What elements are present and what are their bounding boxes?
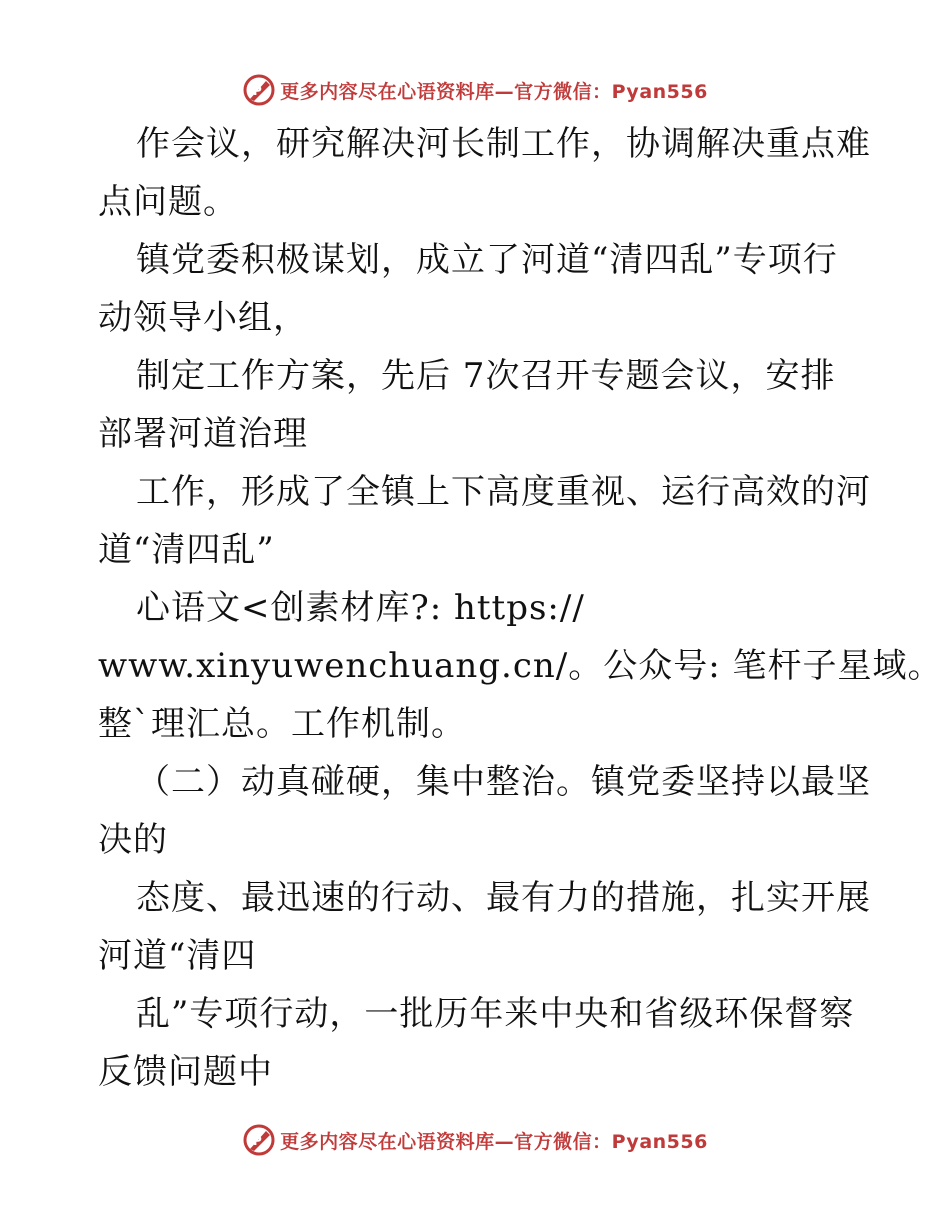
svg-text:P: P [253,84,262,98]
footer-watermark-text: 更多内容尽在心语资料库—官方微信：Pyan556 [280,1130,708,1153]
brand-logo-icon [242,73,276,107]
footer-watermark [0,1120,950,1160]
body-line-1: 作会议，研究解决河长制工作，协调解决重点难 [136,124,871,164]
body-line-14: 态度、最迅速的行动、最有力的措施，扎实开展 [136,878,871,918]
body-line-11: 整`理汇总。工作机制。 [98,704,466,744]
body-line-10: www.xinyuwenchuang.cn/。公众号: 笔杆子星域。 [98,646,943,686]
body-line-12: （二）动真碰硬，集中整治。镇党委坚持以最坚 [136,762,871,802]
body-line-13: 决的 [98,820,168,860]
body-line-8: 道“清四乱” [98,530,275,570]
body-line-2: 点问题。 [98,182,238,222]
brand-logo-icon [242,1123,276,1157]
header-watermark [0,70,950,110]
svg-text:P: P [253,1134,262,1148]
body-line-15: 河道“清四 [98,936,257,976]
document-body [98,115,943,1101]
body-line-3: 镇党委积极谋划，成立了河道“清四乱”专项行 [136,240,838,280]
header-watermark-text: 更多内容尽在心语资料库—官方微信：Pyan556 [280,80,708,103]
body-line-7: 工作，形成了全镇上下高度重视、运行高效的河 [136,472,871,512]
body-line-5: 制定工作方案，先后 7次召开专题会议，安排 [136,356,836,396]
body-line-16: 乱”专项行动，一批历年来中央和省级环保督察 [136,994,855,1034]
body-line-17: 反馈问题中 [98,1052,273,1092]
body-line-9: 心语文<创素材库?: https:// [136,588,585,628]
body-line-6: 部署河道治理 [98,414,308,454]
body-line-4: 动领导小组， [98,298,308,338]
